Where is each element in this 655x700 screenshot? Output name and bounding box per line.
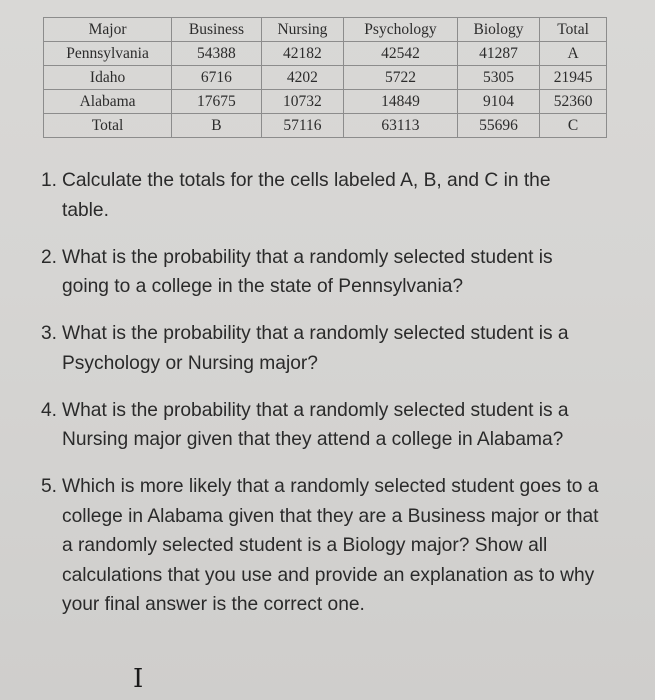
header-cell-psychology: Psychology [344,18,458,42]
row-label-cell: Pennsylvania [44,42,172,66]
table-cell: 42542 [344,42,458,66]
header-cell-biology: Biology [457,18,539,42]
header-cell-business: Business [172,18,262,42]
table-row-total [44,114,607,138]
table-cell: 57116 [261,114,343,138]
table-cell: 41287 [457,42,539,66]
question-item [30,243,600,302]
question-list [30,166,600,637]
table-row-pennsylvania [44,42,607,66]
header-cell-total: Total [540,18,607,42]
table-cell-unknown-c: C [540,114,607,138]
header-cell-nursing: Nursing [261,18,343,42]
table-cell: 9104 [457,90,539,114]
table-cell: 63113 [344,114,458,138]
question-text: What is the probability that a randomly selected student is a Psychology or Nursing major? [62,323,569,374]
row-label-cell: Idaho [44,66,172,90]
question-number: 2. [40,246,57,268]
table-cell: 42182 [261,42,343,66]
question-number: 4. [40,399,57,421]
question-number: 1. [40,170,57,191]
question-number: 3. [40,323,57,344]
question-number: 5. [40,476,57,497]
question-text: Calculate the totals for the cells labeled A, B, and C in the table. [62,170,551,221]
question-item [30,166,600,225]
table-cell: 10732 [261,90,343,114]
row-label-cell: Total [44,114,172,138]
table-cell: 14849 [344,90,458,114]
table-cell: 4202 [261,66,343,90]
table-cell: 5305 [457,66,539,90]
text-cursor-icon: I [133,664,144,694]
table-cell-unknown-a: A [540,42,607,66]
table-row-idaho [44,66,607,90]
question-item [30,319,600,378]
header-cell-major: Major [44,18,172,42]
question-item [30,472,600,620]
table-header-row [44,18,607,42]
row-label-cell: Alabama [44,90,172,114]
major-by-state-table [43,17,607,138]
question-text: What is the probability that a randomly selected student is a Nursing major given that they attend a college in Alabama? [62,399,569,450]
table-row-alabama [44,90,607,114]
table-cell-unknown-b: B [172,114,262,138]
question-text: What is the probability that a randomly selected student is going to a college in the state of Pennsylvania? [62,246,553,297]
table-cell: 17675 [172,90,262,114]
table-cell: 21945 [540,66,607,90]
table-cell: 5722 [344,66,458,90]
question-text: Which is more likely that a randomly selected student goes to a college in Alabama given that they are a Business major or that a randomly selected student is a Biology major? Show all calculations that you use and provide an explanation as to why your final answer is the correct one. [62,476,599,615]
question-item [30,396,600,455]
table-cell: 54388 [172,42,262,66]
table-cell: 6716 [172,66,262,90]
data-table-container [43,17,607,138]
table-cell: 55696 [457,114,539,138]
table-cell: 52360 [540,90,607,114]
